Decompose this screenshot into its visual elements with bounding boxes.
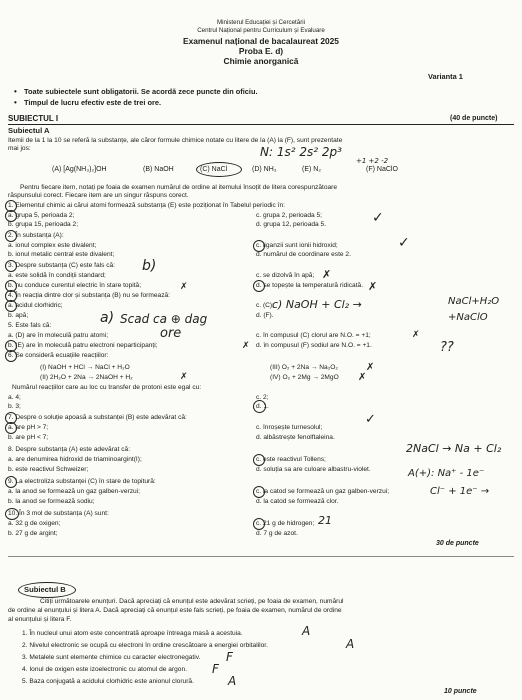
answer-circle	[253, 518, 265, 530]
option-7c: c. înroșește turnesolul;	[256, 424, 323, 431]
option-1d: d. grupa 12, perioada 5.	[256, 221, 327, 228]
handwritten-equation: Cl⁻ + 1e⁻ →	[430, 486, 490, 497]
option-2d: d. numărul de coordinare este 2.	[256, 251, 351, 258]
handwritten-scribble: NaCl+H₂O	[448, 296, 500, 307]
answer-circle	[5, 350, 17, 362]
option-9a: a. la anod se formează un gaz galben-verzui;	[8, 488, 140, 495]
section-divider	[8, 556, 514, 557]
option-10a: a. 32 g de oxigen;	[8, 520, 61, 527]
option-10d: d. 7 g de azot.	[256, 530, 298, 537]
question-9: 9. La electroliza substanței (C) în stare de topitură:	[8, 478, 156, 485]
handwritten-electron-config: N: 1s² 2s² 2p³	[260, 145, 342, 159]
option-8b: b. este reactivul Schweizer;	[8, 466, 89, 473]
option-5a: a. (D) are în moleculă patru atomi;	[8, 332, 109, 339]
substance-c: (C) NaCl	[200, 166, 228, 173]
equation-ii: (II) 2H₂O + 2Na → 2NaOH + H₂	[40, 374, 133, 381]
option-1c: c. grupa 2, perioada 5;	[256, 212, 322, 219]
exam-title: Examenul național de bacalaureat 2025	[183, 36, 339, 46]
option-8c: c. este reactivul Tollens;	[256, 456, 326, 463]
subiect-b-points: 10 puncte	[444, 688, 477, 695]
handwritten-tf: F	[212, 662, 219, 676]
option-4a: a. acidul clorhidric;	[8, 302, 63, 309]
cross-mark-icon: ✗	[242, 341, 250, 351]
proba-title: Proba E. d)	[238, 46, 284, 56]
question-6-text: Numărul reacțiilor care au loc cu transfer de protoni este egal cu:	[12, 384, 202, 391]
equation-i: (I) NaOH + HCl → NaCl + H₂O	[40, 364, 130, 371]
handwritten-tf: F	[226, 650, 233, 664]
check-mark-icon: ✓	[398, 235, 410, 251]
answer-circle	[253, 280, 265, 292]
subiect-a-points: 30 de puncte	[436, 540, 479, 547]
question-4: 4. În reacția dintre clor și substanța (B) nu se formează:	[8, 292, 170, 299]
option-8a: a. are denumirea hidroxid de triaminoargint(I);	[8, 456, 142, 463]
question-3: 3. Despre substanța (C) este fals că:	[8, 262, 116, 269]
option-2b: b. ionul metalic central este divalent;	[8, 251, 115, 258]
variant-label: Varianta 1	[428, 72, 463, 81]
statement-3: 3. Metalele sunt elemente chimice cu caracter electronegativ.	[22, 654, 201, 661]
option-8d: d. soluția sa are culoare albastru-violet.	[256, 466, 371, 473]
answer-circle	[253, 454, 265, 466]
substance-f: (F) NaClO	[366, 166, 398, 173]
question-marks: ??	[440, 340, 454, 355]
option-3b: b. nu conduce curentul electric în stare topită;	[8, 282, 142, 289]
question-5: 5. Este fals că:	[8, 322, 52, 329]
cross-mark-icon: ✗	[180, 282, 188, 292]
handwritten-equation: c) NaOH + Cl₂ →	[272, 298, 362, 311]
substance-e: (E) N₂	[302, 166, 322, 173]
statement-4: 4. Ionul de oxigen este izoelectronic cu atomul de argon.	[22, 666, 187, 673]
subiect-b-instructions: al enunțului și litera F.	[8, 616, 72, 623]
option-7b: b. are pH < 7;	[8, 434, 49, 441]
center-name: Centrul Național pentru Curriculum și Evaluare	[197, 27, 325, 34]
subiect-b-title: Subiectul B	[24, 585, 66, 594]
cross-mark-icon: ✗	[412, 330, 420, 340]
option-6a: a. 4;	[8, 394, 21, 401]
question-10: 10. În 3 mol de substanța (A) sunt:	[8, 510, 109, 517]
option-10b: b. 27 g de argint;	[8, 530, 58, 537]
subiect-i-points: (40 de puncte)	[450, 115, 498, 122]
option-6c: c. 2;	[256, 394, 269, 401]
option-3d: d. se topește la temperatură ridicată.	[256, 282, 364, 289]
question-6: 6. Se consideră ecuațiile reacțiilor:	[8, 352, 109, 359]
answer-circle	[196, 162, 242, 177]
answer-circle	[5, 230, 17, 242]
statement-1: 1. În nucleul unui atom este concentrată aproape întreaga masă a acestuia.	[22, 630, 243, 637]
option-5b: b. (E) are în moleculă patru electroni neparticipanți;	[8, 342, 158, 349]
statement-5: 5. Baza conjugată a acidului clorhidric este anionul clorură.	[22, 678, 194, 685]
option-6b: b. 3;	[8, 403, 21, 410]
subiect-a-intro: mai jos:	[8, 145, 31, 152]
subiect-b-instructions: Citiți următoarele enunțuri. Dacă apreciați că enunțul este adevărat scrieți, pe foaia de examen, numărul	[40, 598, 344, 605]
option-7d: d. albăstrește fenolftaleina.	[256, 434, 335, 441]
rule-1: Toate subiectele sunt obligatorii. Se acordă zece puncte din oficiu.	[24, 87, 258, 96]
handwritten-equation: 2NaCl → Na + Cl₂	[406, 442, 502, 455]
handwritten-tf: A	[228, 674, 237, 688]
handwritten-answer: b)	[142, 258, 157, 274]
handwritten-tf: A	[346, 637, 355, 651]
handwritten-mark: 21	[318, 514, 332, 527]
handwritten-answer: a)	[100, 310, 115, 326]
option-3a: a. este solidă în condiții standard;	[8, 272, 106, 279]
ministry-name: Ministerul Educației și Cercetării	[216, 19, 306, 26]
cross-mark-icon: ✗	[366, 362, 375, 373]
handwritten-note: ore	[160, 326, 182, 341]
question-7: 7. Despre o soluție apoasă a substanței (B) este adevărat că:	[8, 414, 187, 421]
option-4d: d. (F).	[256, 312, 274, 319]
option-9d: d. la catod se formează clor.	[256, 498, 339, 505]
option-10c: c. 21 g de hidrogen;	[256, 520, 315, 527]
option-2a: a. ionul complex este divalent;	[8, 242, 97, 249]
statement-2: 2. Nivelul electronic se ocupă cu electroni în ordine crescătoare a energiei orbitalilor.	[22, 642, 268, 649]
answer-circle	[5, 476, 17, 488]
answer-circle	[5, 300, 17, 312]
handwritten-scribble: +NaClO	[448, 312, 488, 323]
subiect-b-instructions: de ordine al enunțului și litera A. Dacă apreciați că enunțul este fals scrieți, pe foaia de examen, numărul de ordine	[8, 607, 342, 614]
answer-circle	[5, 508, 19, 520]
answer-circle	[5, 422, 17, 434]
handwritten-tf: A	[302, 624, 311, 638]
option-5c: c. în compusul (C) clorul are N.O. = +1;	[256, 332, 371, 339]
rule-bullet: •	[14, 98, 17, 107]
substance-d: (D) NH₃	[252, 166, 277, 173]
instructions: Pentru fiecare item, notați pe foaia de examen numărul de ordine al itemului însoțit de litera corespunzătoare	[20, 184, 338, 191]
handwritten-oxidation-states: +1 +2 -2	[356, 157, 389, 165]
equation-iv: (IV) O₂ + 2Mg → 2MgO	[270, 374, 339, 381]
option-9b: b. la anod se formează sodiu;	[8, 498, 95, 505]
handwritten-equation: A(+): Na⁺ - 1e⁻	[408, 468, 485, 479]
answer-circle	[5, 260, 17, 272]
instructions: răspunsului corect. Fiecare item are un singur răspuns corect.	[8, 192, 189, 199]
option-4c: c. (C);	[256, 302, 274, 309]
check-mark-icon: ✓	[372, 210, 384, 226]
substance-b: (B) NaOH	[143, 166, 174, 173]
answer-circle	[253, 400, 266, 413]
cross-mark-icon: ✗	[358, 372, 367, 383]
option-7a: a. are pH > 7;	[8, 424, 49, 431]
cross-mark-icon: ✗	[180, 372, 188, 382]
substance-a: (A) [Ag(NH₃)₂]OH	[52, 166, 107, 173]
question-8: 8. Despre substanța (A) este adevărat că:	[8, 446, 131, 453]
question-2: 2. În substanța (A):	[8, 232, 64, 239]
option-3c: c. se dizolvă în apă;	[256, 272, 315, 279]
subiect-a-intro: Itemii de la 1 la 10 se referă la substanțe, ale căror formule chimice notate cu litere de la (A) la (F), sunt prezentate	[8, 137, 343, 144]
option-1b: b. grupa 15, perioada 2;	[8, 221, 79, 228]
cross-mark-icon: ✗	[322, 268, 332, 281]
question-1: 1. Elementul chimic ai cărui atomi formează substanța (E) este poziționat în Tabelul periodic în:	[8, 202, 285, 209]
subiect-a-title: Subiectul A	[8, 126, 50, 135]
title-circle	[18, 582, 76, 598]
option-6d: d. 1.	[256, 403, 269, 410]
option-9c: c. la catod se formează un gaz galben-verzui;	[256, 488, 390, 495]
option-1a: a. grupa 5, perioada 2;	[8, 212, 75, 219]
cross-mark-icon: ✗	[368, 280, 378, 293]
subiect-i-title: SUBIECTUL I	[8, 114, 59, 123]
option-4b: b. apă;	[8, 312, 29, 319]
rule-2: Timpul de lucru efectiv este de trei ore.	[24, 98, 162, 107]
option-2c: c. liganzii sunt ionii hidroxid;	[256, 242, 338, 249]
subject-title: Chimie anorganică	[223, 56, 299, 66]
answer-circle	[253, 486, 265, 498]
equation-iii: (III) O₂ + 2Na → Na₂O₂	[270, 364, 338, 371]
option-5d: d. în compusul (F) sodiul are N.O. = +1.	[256, 342, 372, 349]
check-mark-icon: ✓	[365, 412, 376, 427]
section-divider	[8, 124, 514, 125]
rule-bullet: •	[14, 87, 17, 96]
handwritten-scribble: Scad ca ⊕ dag	[120, 312, 208, 326]
